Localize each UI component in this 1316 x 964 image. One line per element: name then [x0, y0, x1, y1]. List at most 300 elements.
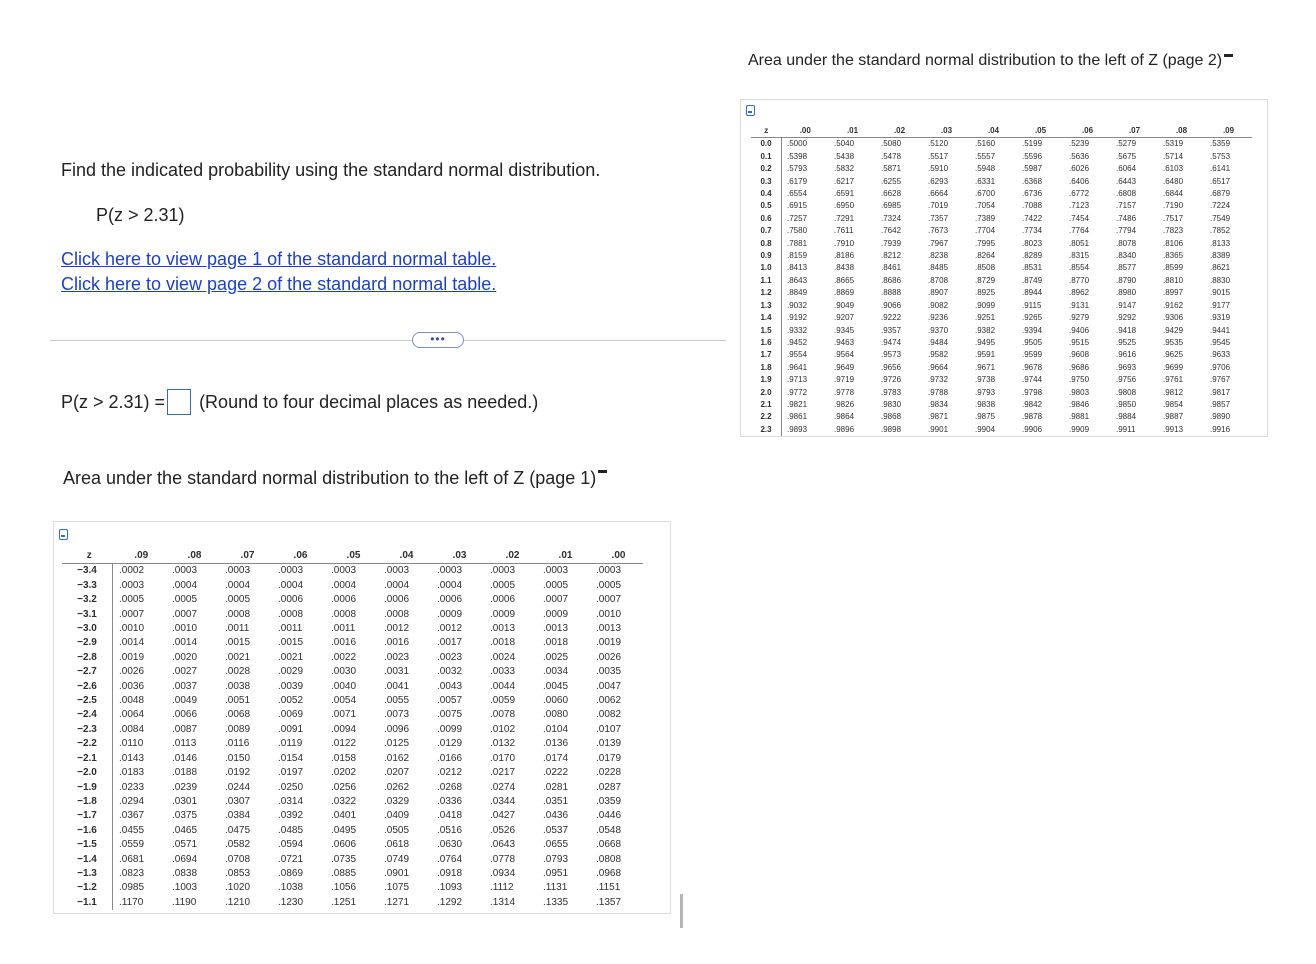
table2-z-value: 2.1 — [751, 399, 782, 411]
table1-cell: .1335 — [543, 896, 569, 908]
table2-cell: .5120 — [928, 139, 949, 149]
table1-cell: .0006 — [490, 594, 516, 606]
table1-cell: .0764 — [437, 853, 463, 865]
table2-cell: .6591 — [834, 189, 855, 199]
table1-cell: .0006 — [278, 594, 304, 606]
table2-cell: .9909 — [1069, 424, 1090, 434]
table2-cell: .5832 — [834, 164, 855, 174]
table1-z-value: −3.1 — [62, 608, 113, 622]
table1-cell: .0035 — [596, 666, 622, 678]
table1-cell: .0708 — [225, 853, 251, 865]
table1-cell: .0054 — [331, 695, 357, 707]
table1-cell: .0314 — [278, 795, 304, 807]
table1-cell: .0045 — [543, 680, 569, 692]
table2-cell: .9732 — [928, 375, 949, 385]
minimize-icon[interactable] — [598, 470, 607, 473]
table1-z-value: −2.9 — [62, 636, 113, 650]
table-row — [62, 680, 643, 694]
table1-cell: .0003 — [172, 565, 198, 577]
table1-cell: .0015 — [225, 637, 251, 649]
table1-cell: .0064 — [119, 709, 145, 721]
table1-column-header: .08 — [166, 549, 219, 564]
z-table-page-2 — [751, 125, 1252, 436]
table-row — [62, 781, 643, 795]
table2-cell: .9772 — [787, 387, 808, 397]
more-options-button[interactable]: ••• — [412, 332, 464, 348]
table2-cell: .9798 — [1022, 387, 1043, 397]
table2-cell: .6628 — [881, 189, 902, 199]
table-row — [751, 411, 1252, 423]
table1-cell: .1292 — [437, 896, 463, 908]
table2-cell: .9608 — [1069, 350, 1090, 360]
table1-cell: .0003 — [278, 565, 304, 577]
table1-cell: .0019 — [596, 637, 622, 649]
document-icon[interactable] — [59, 529, 68, 540]
table1-cell: .0119 — [278, 738, 303, 750]
table-row — [751, 262, 1252, 274]
table2-cell: .8340 — [1116, 251, 1137, 261]
table1-cell: .0516 — [437, 824, 463, 836]
table2-cell: .6179 — [787, 176, 808, 186]
table2-cell: .6480 — [1163, 176, 1184, 186]
table-row — [62, 708, 643, 722]
table-row — [751, 200, 1252, 212]
table1-cell: .0013 — [596, 623, 622, 635]
table1-cell: .0025 — [543, 651, 569, 663]
table1-cell: .0823 — [119, 867, 145, 879]
table2-cell: .9265 — [1022, 313, 1043, 323]
table1-cell: .0136 — [543, 738, 569, 750]
table1-cell: .0721 — [278, 853, 304, 865]
table2-cell: .8133 — [1210, 238, 1231, 248]
answer-prefix: P(z > 2.31) = — [61, 391, 166, 412]
table2-cell: .9901 — [928, 424, 949, 434]
table-row — [62, 752, 643, 766]
table1-cell: .0073 — [384, 709, 410, 721]
table1-cell: .0026 — [596, 651, 622, 663]
table1-cell: .0495 — [331, 824, 357, 836]
table2-z-value: 0.7 — [751, 225, 782, 237]
table1-cell: .0027 — [172, 666, 198, 678]
table1-cell: .0853 — [225, 867, 251, 879]
table2-cell: .8944 — [1022, 288, 1043, 298]
table1-cell: .0016 — [384, 637, 410, 649]
table2-cell: .9564 — [834, 350, 855, 360]
table2-cell: .9495 — [975, 337, 996, 347]
table-row — [751, 163, 1252, 175]
table2-cell: .9671 — [975, 362, 996, 372]
table1-cell: .0007 — [172, 608, 198, 620]
table1-cell: .1190 — [172, 896, 197, 908]
table2-cell: .8289 — [1022, 251, 1043, 261]
table1-cell: .0008 — [384, 608, 410, 620]
table1-cell: .0015 — [278, 637, 304, 649]
table2-cell: .6368 — [1022, 176, 1043, 186]
table1-cell: .0022 — [331, 651, 357, 663]
table2-cell: .8810 — [1163, 275, 1184, 285]
table1-z-header: z — [62, 549, 113, 564]
table-row — [62, 651, 643, 665]
table1-cell: .0010 — [596, 608, 622, 620]
table2-cell: .6406 — [1069, 176, 1090, 186]
table2-cell: .8212 — [881, 251, 902, 261]
table-row — [751, 325, 1252, 337]
table1-cell: .1230 — [278, 896, 304, 908]
table2-cell: .6950 — [834, 201, 855, 211]
table1-cell: .0735 — [331, 853, 357, 865]
table1-cell: .0031 — [384, 666, 410, 678]
table1-cell: .0143 — [119, 752, 145, 764]
table2-cell: .5636 — [1069, 151, 1090, 161]
table1-z-value: −2.1 — [62, 752, 113, 766]
table1-column-header: .05 — [325, 549, 378, 564]
table2-cell: .9706 — [1210, 362, 1231, 372]
table1-cell: .0055 — [384, 695, 410, 707]
table1-cell: .0427 — [490, 810, 516, 822]
table2-cell: .9332 — [787, 325, 808, 335]
table-row — [751, 337, 1252, 349]
table1-cell: .0009 — [437, 608, 463, 620]
table1-cell: .0158 — [331, 752, 357, 764]
table1-cell: .0005 — [172, 594, 198, 606]
link-table-page-1[interactable]: Click here to view page 1 of the standard normal table. — [61, 249, 497, 269]
table2-cell: .9463 — [834, 337, 855, 347]
table2-cell: .5359 — [1210, 139, 1231, 149]
table1-z-value: −2.0 — [62, 766, 113, 780]
table1-cell: .0102 — [490, 723, 516, 735]
table1-cell: .0367 — [119, 810, 145, 822]
table1-cell: .0012 — [437, 623, 463, 635]
table2-cell: .9884 — [1116, 412, 1137, 422]
table2-cell: .5239 — [1069, 139, 1090, 149]
table1-z-value: −2.5 — [62, 694, 113, 708]
table1-column-header: .04 — [378, 549, 431, 564]
table1-cell: .0918 — [437, 867, 463, 879]
table2-cell: .9573 — [881, 350, 902, 360]
table-row — [751, 176, 1252, 188]
section-divider — [50, 340, 726, 341]
table1-cell: .0188 — [172, 767, 198, 779]
table1-cell: .0007 — [543, 594, 569, 606]
table2-cell: .9830 — [881, 399, 902, 409]
table2-cell: .8577 — [1116, 263, 1137, 273]
table2-cell: .8888 — [881, 288, 902, 298]
table1-cell: .0043 — [437, 680, 463, 692]
table1-column-header: .06 — [272, 549, 325, 564]
table1-cell: .0009 — [543, 608, 569, 620]
table-row — [62, 867, 643, 881]
table1-cell: .0005 — [596, 579, 622, 591]
table1-cell: .0162 — [384, 752, 410, 764]
table-page-1-panel — [53, 521, 671, 914]
table2-cell: .5000 — [787, 139, 808, 149]
table-row — [62, 665, 643, 679]
table1-cell: .0013 — [543, 623, 569, 635]
table2-column-header: .03 — [923, 125, 970, 138]
table2-cell: .5478 — [881, 151, 902, 161]
table2-cell: .9812 — [1163, 387, 1184, 397]
table1-cell: .0344 — [490, 795, 516, 807]
table1-cell: .0192 — [225, 767, 251, 779]
table-row — [62, 737, 643, 751]
table2-cell: .6064 — [1116, 164, 1137, 174]
table2-cell: .9713 — [787, 375, 808, 385]
table2-cell: .9906 — [1022, 424, 1043, 434]
table1-cell: .0643 — [490, 839, 516, 851]
table1-cell: .0014 — [172, 637, 198, 649]
table1-cell: .0606 — [331, 839, 357, 851]
table-row — [62, 809, 643, 823]
table1-cell: .0005 — [490, 579, 516, 591]
table2-cell: .9032 — [787, 300, 808, 310]
table2-cell: .9406 — [1069, 325, 1090, 335]
table1-cell: .0197 — [278, 767, 304, 779]
table1-cell: .0838 — [172, 867, 198, 879]
table1-cell: .0778 — [490, 853, 516, 865]
table2-cell: .7673 — [928, 226, 949, 236]
table2-cell: .5753 — [1210, 151, 1231, 161]
table2-cell: .8869 — [834, 288, 855, 298]
table1-z-value: −2.8 — [62, 651, 113, 665]
table2-cell: .9177 — [1210, 300, 1231, 310]
link-table-page-2[interactable]: Click here to view page 2 of the standard normal table. — [61, 274, 497, 294]
table2-column-header: .00 — [782, 125, 830, 138]
table1-cell: .0021 — [278, 651, 304, 663]
table1-cell: .0287 — [596, 781, 622, 793]
table2-cell: .9744 — [1022, 375, 1043, 385]
table1-cell: .0089 — [225, 723, 251, 735]
table2-cell: .9854 — [1163, 399, 1184, 409]
table1-cell: .0021 — [225, 651, 251, 663]
table1-cell: .0080 — [543, 709, 569, 721]
table1-cell: .1020 — [225, 882, 251, 894]
table-row — [751, 238, 1252, 250]
table2-cell: .9678 — [1022, 362, 1043, 372]
document-icon[interactable] — [746, 105, 755, 116]
table2-cell: .5080 — [881, 139, 902, 149]
table1-cell: .0010 — [119, 623, 145, 635]
table2-cell: .9756 — [1116, 375, 1137, 385]
table1-cell: .0274 — [490, 781, 516, 793]
table2-cell: .6664 — [928, 189, 949, 199]
table1-cell: .0104 — [543, 723, 569, 735]
table2-cell: .7995 — [975, 238, 996, 248]
table2-cell: .8708 — [928, 275, 949, 285]
table1-z-value: −1.4 — [62, 853, 113, 867]
table1-cell: .0793 — [543, 853, 569, 865]
table2-cell: .5199 — [1022, 139, 1043, 149]
table2-cell: .6700 — [975, 189, 996, 199]
table-row — [751, 399, 1252, 411]
answer-input[interactable] — [167, 389, 191, 415]
table-row — [751, 213, 1252, 225]
table2-cell: .7611 — [834, 226, 854, 236]
table2-cell: .9868 — [881, 412, 902, 422]
table1-cell: .0233 — [119, 781, 145, 793]
table2-z-value: 1.7 — [751, 349, 782, 361]
table-row — [751, 312, 1252, 324]
table-page-2-panel — [740, 99, 1268, 437]
table1-cell: .0018 — [490, 637, 516, 649]
table2-cell: .6217 — [834, 176, 855, 186]
table2-cell: .9207 — [834, 313, 855, 323]
table2-cell: .9871 — [928, 412, 949, 422]
table2-cell: .9750 — [1069, 375, 1090, 385]
table2-cell: .9719 — [834, 375, 855, 385]
table2-cell: .8790 — [1116, 275, 1137, 285]
table1-cell: .0436 — [543, 810, 569, 822]
table2-cell: .7939 — [881, 238, 902, 248]
table1-cell: .0951 — [543, 867, 569, 879]
table2-cell: .9525 — [1116, 337, 1137, 347]
table1-cell: .0039 — [278, 680, 304, 692]
table2-z-header: z — [751, 125, 782, 138]
table1-cell: .0222 — [543, 767, 569, 779]
table1-cell: .0336 — [437, 795, 463, 807]
table-row — [751, 188, 1252, 200]
table2-cell: .7517 — [1163, 213, 1184, 223]
table1-cell: .0485 — [278, 824, 304, 836]
minimize-icon[interactable] — [1224, 54, 1233, 57]
table2-cell: .8238 — [928, 251, 949, 261]
table-page-1-title — [63, 468, 607, 489]
table1-column-header: .03 — [431, 549, 484, 564]
table2-cell: .9911 — [1116, 424, 1136, 434]
table2-cell: .6443 — [1116, 176, 1137, 186]
table1-cell: .0034 — [543, 666, 569, 678]
probability-expression: P(z > 2.31) — [96, 205, 185, 225]
table2-cell: .9881 — [1069, 412, 1090, 422]
table2-cell: .9817 — [1210, 387, 1231, 397]
table2-cell: .9850 — [1116, 399, 1137, 409]
table1-z-value: −1.9 — [62, 781, 113, 795]
table-row — [751, 287, 1252, 299]
table2-cell: .6736 — [1022, 189, 1043, 199]
table2-cell: .9913 — [1163, 424, 1184, 434]
table1-cell: .0985 — [119, 882, 145, 894]
table2-cell: .8461 — [881, 263, 902, 273]
table2-z-value: 0.1 — [751, 151, 782, 163]
table1-cell: .0005 — [543, 579, 569, 591]
table2-cell: .7642 — [881, 226, 902, 236]
table1-cell: .0007 — [596, 594, 622, 606]
table-page-2-title — [748, 52, 1233, 70]
table-row — [62, 723, 643, 737]
table1-cell: .0262 — [384, 781, 410, 793]
table2-cell: .8186 — [834, 251, 855, 261]
table2-cell: .7389 — [975, 213, 996, 223]
table2-cell: .8159 — [787, 251, 808, 261]
table1-z-value: −3.2 — [62, 593, 113, 607]
table2-cell: .6844 — [1163, 189, 1184, 199]
table1-cell: .0007 — [119, 608, 145, 620]
table1-cell: .0069 — [278, 709, 304, 721]
table1-cell: .0526 — [490, 824, 516, 836]
table2-cell: .9484 — [928, 337, 949, 347]
table1-cell: .0694 — [172, 853, 198, 865]
table2-cell: .8413 — [787, 263, 808, 273]
table2-z-value: 0.6 — [751, 213, 782, 225]
table2-cell: .8554 — [1069, 263, 1090, 273]
table2-cell: .8830 — [1210, 275, 1231, 285]
table1-column-header: .09 — [113, 549, 167, 564]
table2-cell: .6517 — [1210, 176, 1231, 186]
table2-cell: .9474 — [881, 337, 902, 347]
table-row — [62, 896, 643, 910]
table1-cell: .0078 — [490, 709, 516, 721]
table1-z-value: −1.6 — [62, 824, 113, 838]
table2-cell: .9535 — [1163, 337, 1184, 347]
table1-cell: .0068 — [225, 709, 251, 721]
table2-column-header: .01 — [829, 125, 876, 138]
table1-cell: .0023 — [437, 651, 463, 663]
table2-cell: .9236 — [928, 313, 949, 323]
table2-cell: .7088 — [1022, 201, 1043, 211]
table1-cell: .0002 — [119, 565, 145, 577]
table1-cell: .0239 — [172, 781, 198, 793]
table1-cell: .0005 — [119, 594, 145, 606]
table2-cell: .9896 — [834, 424, 855, 434]
table2-z-value: 1.5 — [751, 325, 782, 337]
table1-cell: .0082 — [596, 709, 622, 721]
table2-cell: .9887 — [1163, 412, 1184, 422]
table1-cell: .0006 — [384, 594, 410, 606]
table2-cell: .8997 — [1163, 288, 1184, 298]
table2-cell: .5714 — [1163, 151, 1184, 161]
table2-z-value: 1.8 — [751, 362, 782, 374]
table1-cell: .0170 — [490, 752, 516, 764]
table1-cell: .0044 — [490, 680, 516, 692]
table1-cell: .1251 — [331, 896, 357, 908]
table1-cell: .0668 — [596, 839, 622, 851]
table-row — [62, 694, 643, 708]
table1-cell: .0071 — [331, 709, 357, 721]
table2-cell: .9761 — [1163, 375, 1184, 385]
table1-cell: .0307 — [225, 795, 251, 807]
table1-cell: .0060 — [543, 695, 569, 707]
table2-cell: .9582 — [928, 350, 949, 360]
table1-cell: .0228 — [596, 767, 622, 779]
table1-cell: .0301 — [172, 795, 198, 807]
table1-cell: .0446 — [596, 810, 622, 822]
table1-z-value: −1.7 — [62, 809, 113, 823]
table-row — [751, 250, 1252, 262]
table1-cell: .1056 — [331, 882, 357, 894]
table2-column-header: .05 — [1017, 125, 1064, 138]
table-row — [62, 824, 643, 838]
table1-cell: .0052 — [278, 695, 304, 707]
table1-cell: .0113 — [172, 738, 197, 750]
table1-cell: .0003 — [225, 565, 251, 577]
table2-cell: .9693 — [1116, 362, 1137, 372]
table1-z-value: −2.6 — [62, 680, 113, 694]
table1-cell: .0011 — [225, 623, 250, 635]
table1-cell: .0006 — [437, 594, 463, 606]
table1-cell: .1151 — [596, 882, 621, 894]
table-row — [62, 795, 643, 809]
table2-z-value: 2.3 — [751, 424, 782, 436]
table1-cell: .0091 — [278, 723, 304, 735]
table2-cell: .9699 — [1163, 362, 1184, 372]
table2-cell: .5557 — [975, 151, 996, 161]
table2-cell: .8729 — [975, 275, 996, 285]
table2-z-value: 0.2 — [751, 163, 782, 175]
table1-cell: .1210 — [225, 896, 251, 908]
table2-cell: .6255 — [881, 176, 902, 186]
table2-cell: .5279 — [1116, 139, 1137, 149]
table2-cell: .9842 — [1022, 399, 1043, 409]
table2-cell: .9890 — [1210, 412, 1231, 422]
